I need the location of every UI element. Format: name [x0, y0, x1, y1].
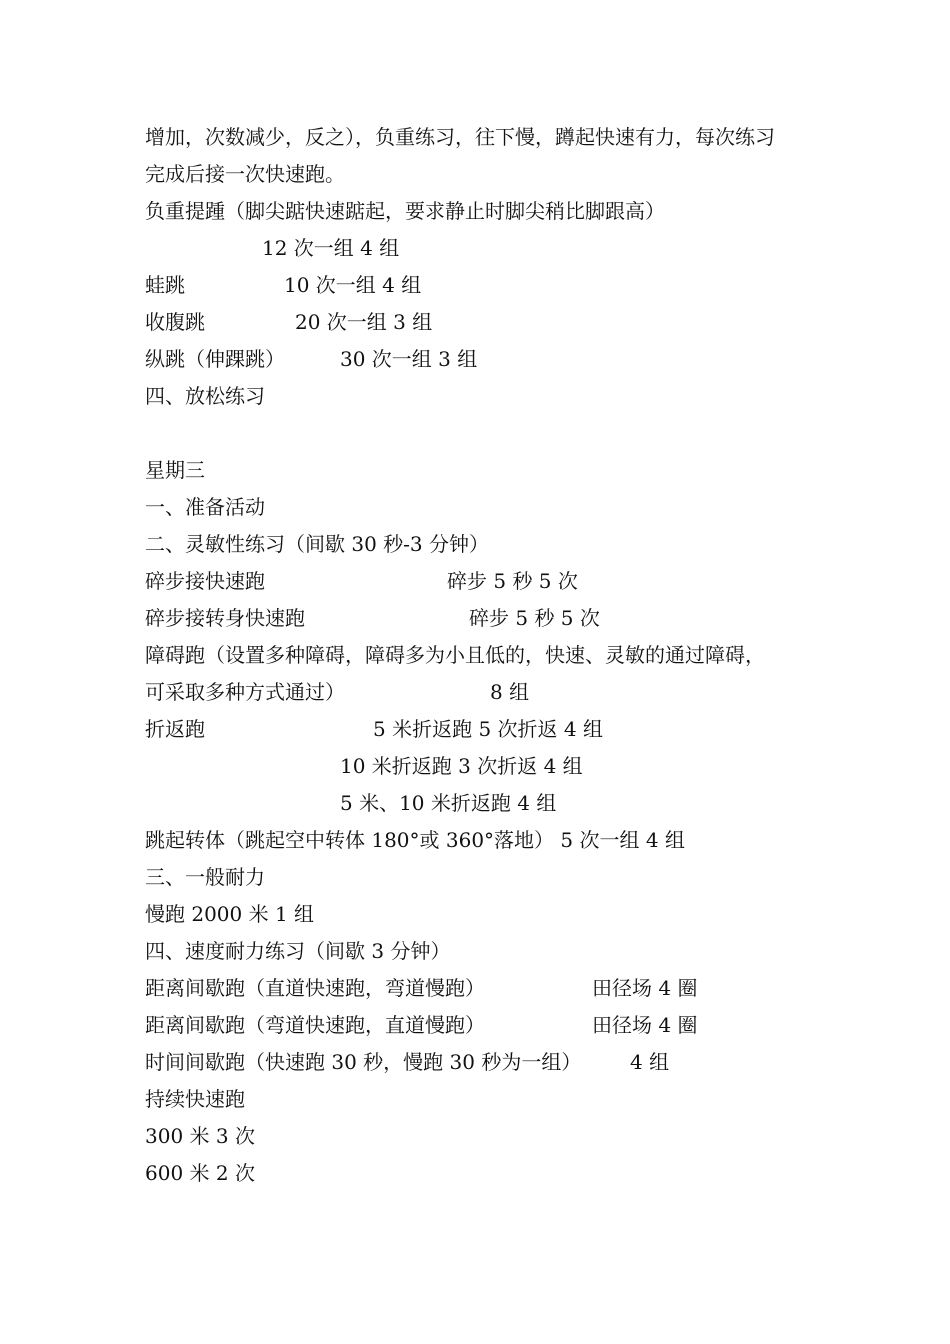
exercise-spec: 4 组	[630, 1050, 670, 1074]
text-line: 负重提踵（脚尖踮快速踮起，要求静止时脚尖稍比脚跟高）	[145, 199, 665, 223]
exercise-name: 距离间歇跑（直道快速跑，弯道慢跑）	[145, 976, 485, 1000]
exercise-name: 纵跳（伸踝跳）	[145, 347, 285, 371]
exercise-spec: 8 组	[490, 680, 530, 704]
exercise-name: 收腹跳	[145, 310, 205, 334]
exercise-spec: 30 次一组 3 组	[340, 347, 478, 371]
text-line: 增加，次数减少，反之），负重练习，往下慢，蹲起快速有力，每次练习	[145, 125, 775, 149]
text-line: 12 次一组 4 组	[262, 236, 400, 260]
exercise-spec: 20 次一组 3 组	[295, 310, 433, 334]
exercise-name: 距离间歇跑（弯道快速跑，直道慢跑）	[145, 1013, 485, 1037]
section-heading: 四、放松练习	[145, 384, 265, 408]
section-heading: 四、速度耐力练习（间歇 3 分钟）	[145, 939, 451, 963]
exercise-name: 折返跑	[145, 717, 205, 741]
text-line: 慢跑 2000 米 1 组	[145, 902, 315, 926]
exercise-spec: 10 次一组 4 组	[284, 273, 422, 297]
exercise-name: 碎步接转身快速跑	[145, 606, 305, 630]
exercise-spec: 碎步 5 秒 5 次	[469, 606, 600, 630]
text-line: 完成后接一次快速跑。	[145, 162, 345, 186]
exercise-spec: 5 米、10 米折返跑 4 组	[340, 791, 557, 815]
exercise-name: 蛙跳	[145, 273, 185, 297]
exercise-name: 时间间歇跑（快速跑 30 秒，慢跑 30 秒为一组）	[145, 1050, 582, 1074]
section-heading: 二、灵敏性练习（间歇 30 秒-3 分钟）	[145, 532, 490, 556]
day-heading: 星期三	[145, 458, 205, 482]
exercise-spec: 10 米折返跑 3 次折返 4 组	[340, 754, 583, 778]
text-line: 600 米 2 次	[145, 1161, 255, 1185]
text-line: 300 米 3 次	[145, 1124, 255, 1148]
section-heading: 一、准备活动	[145, 495, 265, 519]
section-heading: 三、一般耐力	[145, 865, 265, 889]
exercise-spec: 田径场 4 圈	[592, 1013, 698, 1037]
text-line: 跳起转体（跳起空中转体 180°或 360°落地） 5 次一组 4 组	[145, 828, 685, 852]
text-line: 持续快速跑	[145, 1087, 245, 1111]
exercise-spec: 5 米折返跑 5 次折返 4 组	[373, 717, 603, 741]
exercise-spec: 田径场 4 圈	[592, 976, 698, 1000]
exercise-name: 碎步接快速跑	[145, 569, 265, 593]
text-line: 障碍跑（设置多种障碍，障碍多为小且低的，快速、灵敏的通过障碍，	[145, 643, 765, 667]
text-line: 可采取多种方式通过）	[145, 680, 345, 704]
exercise-spec: 碎步 5 秒 5 次	[447, 569, 578, 593]
